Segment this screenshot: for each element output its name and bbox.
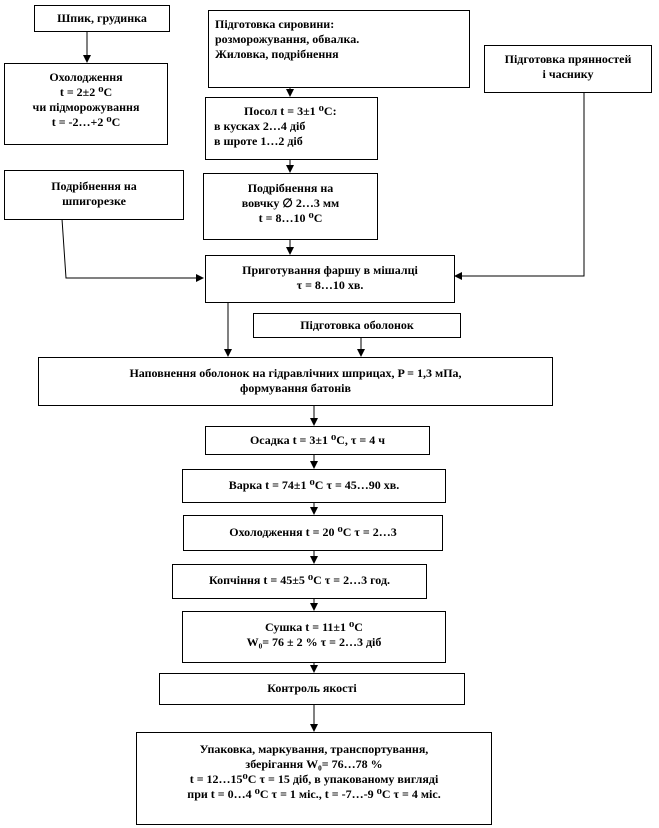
node-cooling: Охолодження t = 2±2 ⁰C чи підморожування t = -2…+2 ⁰C — [4, 63, 168, 145]
arrow-spices-to-mixing — [455, 92, 584, 276]
node-chop-shpik: Подрібнення на шпигорезке — [4, 170, 184, 220]
node-filling: Наповнення оболонок на гідравлічних шприцах, P = 1,3 мПа, формування батонів — [38, 357, 553, 406]
node-spices: Підготовка прянностей і часнику — [484, 45, 652, 93]
node-pork: Шпик, грудинка — [34, 5, 170, 32]
node-packaging: Упаковка, маркування, транспортування, зберігання W₀= 76…78 % t = 12…15⁰C τ = 15 діб, в упакованому вигляді при t = 0…4 ⁰C τ = 1 міс., t = -7…-9 ⁰C τ = 4 міс. — [136, 732, 492, 825]
node-drying: Сушка t = 11±1 ⁰C W₀= 76 ± 2 % τ = 2…3 діб — [182, 611, 446, 663]
node-boiling: Варка t = 74±1 ⁰C τ = 45…90 хв. — [182, 469, 446, 503]
node-casings: Підготовка оболонок — [253, 313, 461, 338]
node-smoking: Копчіння t = 45±5 ⁰C τ = 2…3 год. — [172, 564, 427, 599]
node-mixing: Приготування фаршу в мішалці τ = 8…10 хв. — [205, 255, 455, 303]
node-quality: Контроль якості — [159, 673, 465, 705]
node-prep-raw: Підготовка сировини: розморожування, обвалка. Жиловка, подрібнення — [208, 10, 470, 88]
arrow-chopshpik-to-mixing — [62, 219, 203, 278]
node-cooling2: Охолодження t = 20 ⁰C τ = 2…3 — [183, 515, 443, 551]
node-salting: Посол t = 3±1 ⁰C: в кусках 2…4 діб в шроте 1…2 діб — [205, 97, 378, 160]
node-settling: Осадка t = 3±1 ⁰C, τ = 4 ч — [205, 426, 430, 455]
node-chop-wolf: Подрібнення на вовчку ∅ 2…3 мм t = 8…10 ⁰C — [203, 173, 378, 240]
